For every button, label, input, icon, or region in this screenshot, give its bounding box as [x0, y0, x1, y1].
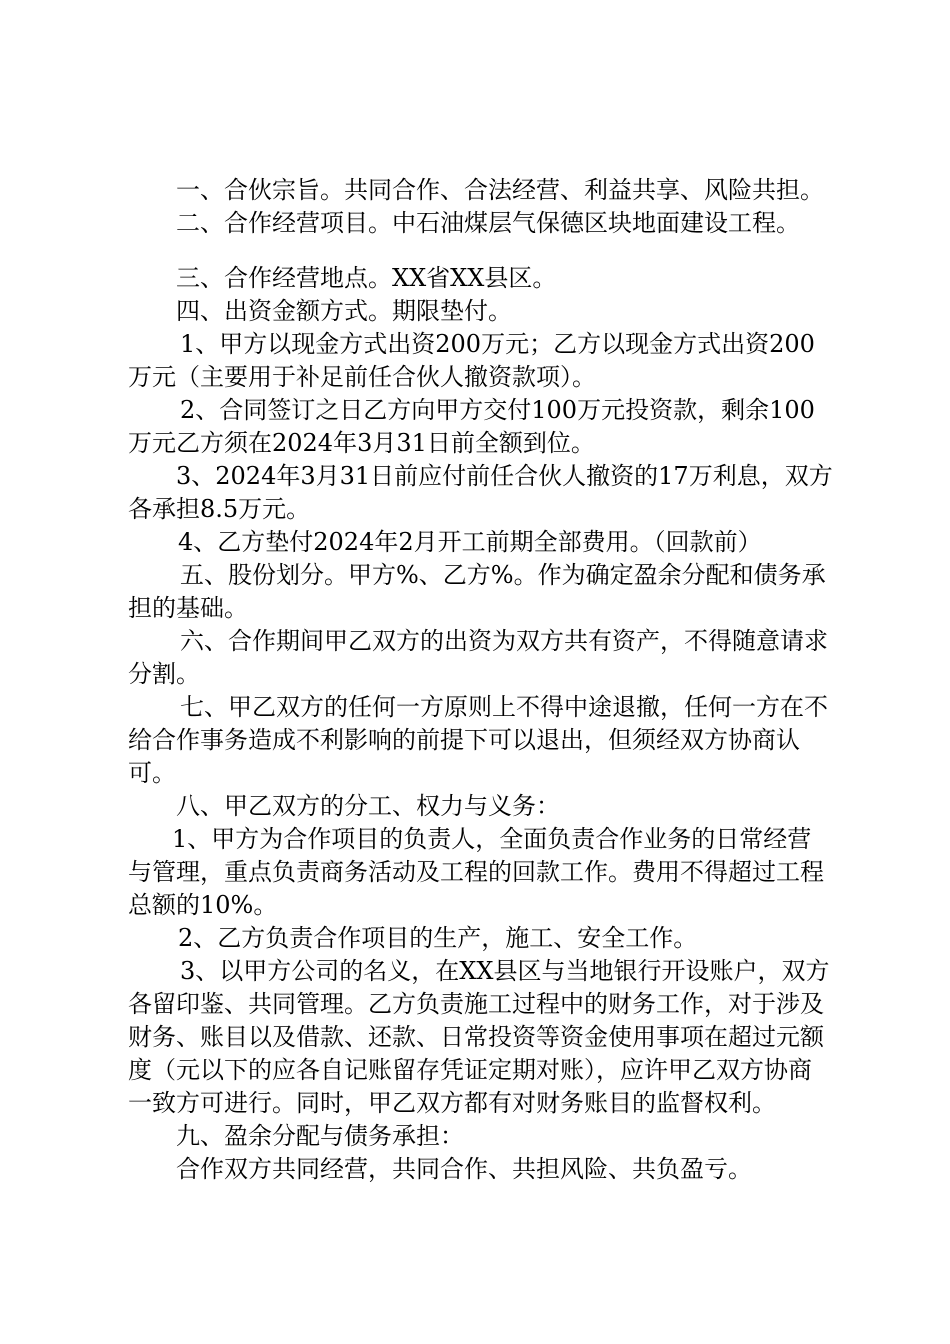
- paragraph-division-3: 3、以甲方公司的名义，在XX县区与当地银行开设账户，双方各留印鉴、共同管理。乙方负责施工过程中的财务工作，对于涉及财务、账目以及借款、还款、日常投资等资金使用事项在超过元额度（元以下的应各自记账留存凭证定期对账），应许甲乙双方协商一致方可进行。同时，甲乙双方都有对财务账目的监督权利。: [128, 957, 830, 1117]
- paragraph-division-heading: 八、甲乙双方的分工、权力与义务：: [176, 792, 560, 820]
- paragraph-profit-heading: 九、盈余分配与债务承担：: [176, 1122, 464, 1150]
- paragraph-capital-2: 2、合同签订之日乙方向甲方交付100万元投资款，剩余100万元乙方须在2024年3月31日前全额到位。: [128, 396, 815, 457]
- paragraph-capital-method: 四、出资金额方式。期限垫付。: [176, 297, 512, 325]
- paragraph-capital-4: 4、乙方垫付2024年2月开工前期全部费用。（回款前）: [178, 528, 762, 556]
- paragraph-purpose: 一、合伙宗旨。共同合作、合法经营、利益共享、风险共担。: [176, 176, 824, 204]
- paragraph-capital-3: 3、2024年3月31日前应付前任合伙人撤资的17万利息，双方各承担8.5万元。: [128, 462, 833, 523]
- paragraph-location: 三、合作经营地点。XX省XX县区。: [176, 264, 557, 292]
- paragraph-project: 二、合作经营项目。中石油煤层气保德区块地面建设工程。: [176, 209, 800, 237]
- paragraph-joint-assets: 六、合作期间甲乙双方的出资为双方共有资产，不得随意请求分割。: [128, 627, 828, 688]
- paragraph-profit-body: 合作双方共同经营，共同合作、共担风险、共负盈亏。: [176, 1155, 752, 1183]
- paragraph-shares: 五、股份划分。甲方%、乙方%。作为确定盈余分配和债务承担的基础。: [128, 561, 826, 622]
- paragraph-capital-1: 1、甲方以现金方式出资200万元；乙方以现金方式出资200万元（主要用于补足前任合伙人撤资款项）。: [128, 330, 815, 391]
- paragraph-division-2: 2、乙方负责合作项目的生产，施工、安全工作。: [178, 924, 698, 952]
- document-body: [128, 174, 833, 1186]
- paragraph-withdrawal: 七、甲乙双方的任何一方原则上不得中途退撤，任何一方在不给合作事务造成不利影响的前提下可以退出，但须经双方协商认可。: [128, 693, 828, 787]
- paragraph-division-1: 1、甲方为合作项目的负责人，全面负责合作业务的日常经营与管理，重点负责商务活动及工程的回款工作。费用不得超过工程总额的10%。: [128, 825, 824, 919]
